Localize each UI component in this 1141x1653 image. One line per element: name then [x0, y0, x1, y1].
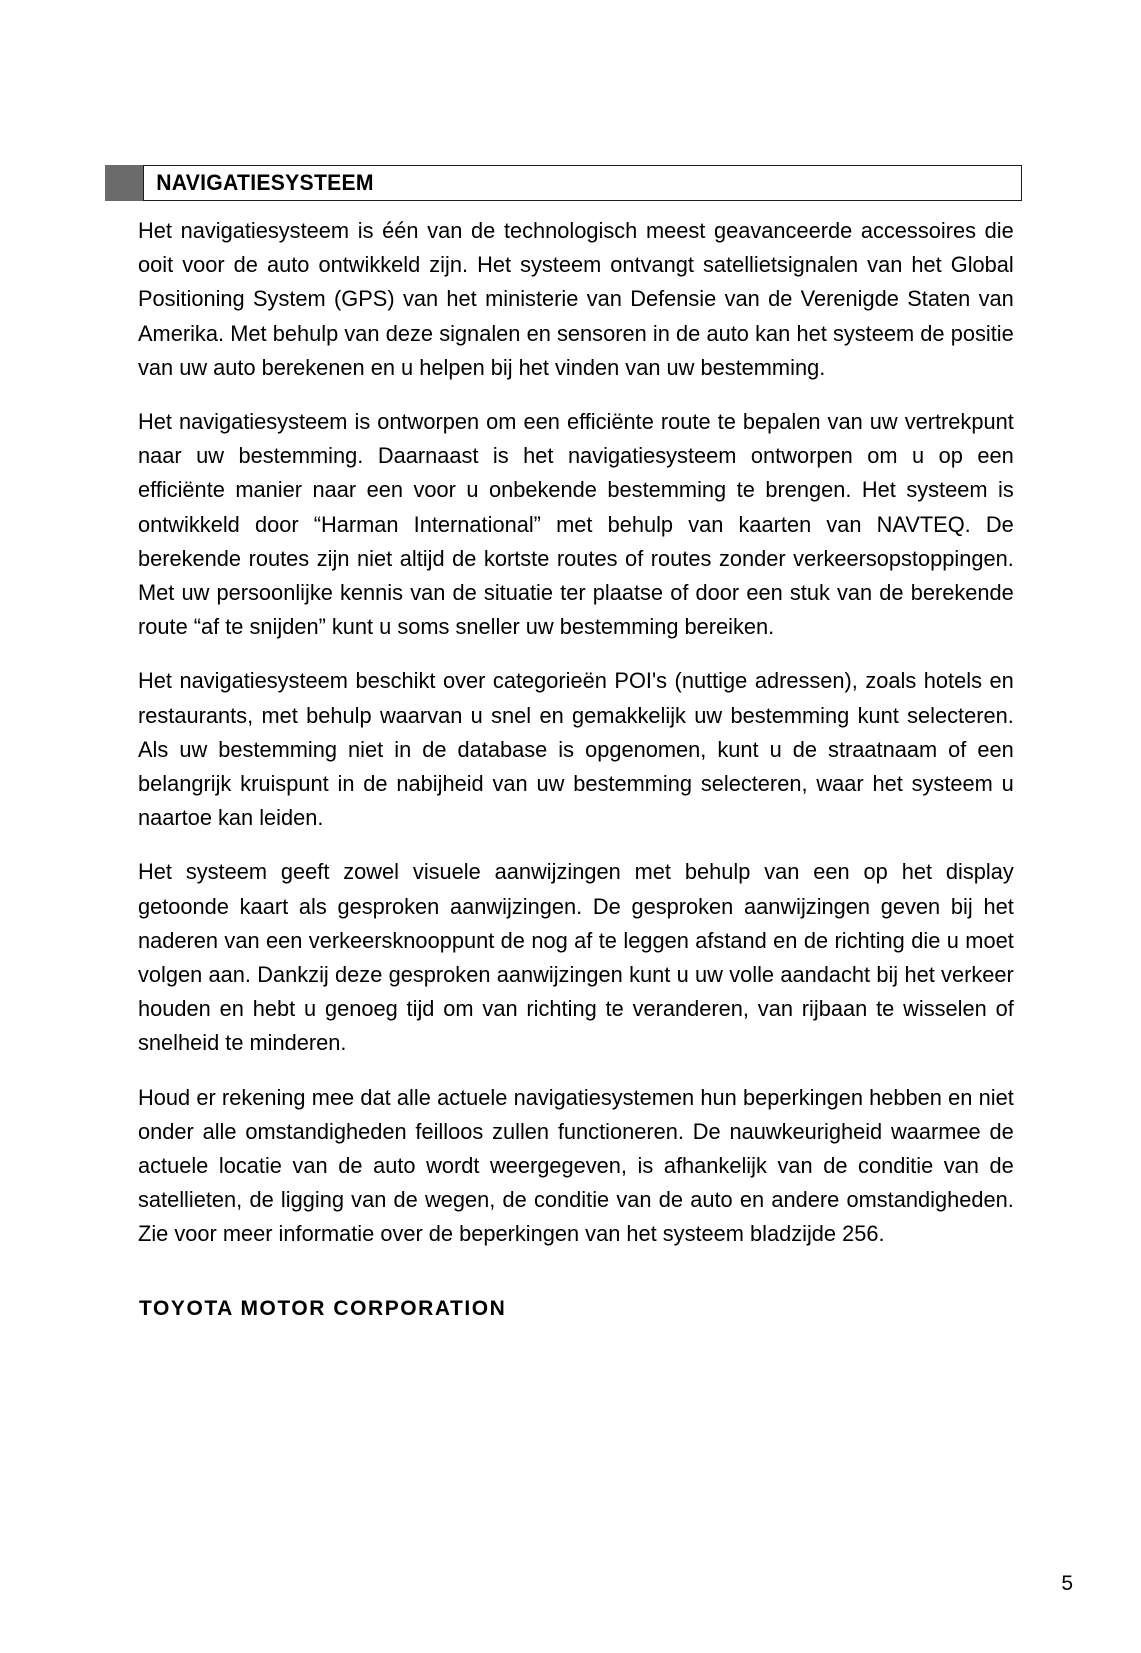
paragraph-1: Het navigatiesysteem is één van de technologisch meest geavanceerde accessoires die ooit voor de auto ontwikkeld zijn. Het systeem ontvangt satellietsignalen van het Global Positioning System (GPS) van het ministerie van Defensie van de Verenigde Staten van Amerika. Met behulp van deze signalen en sensoren in de auto kan het systeem de positie van uw auto berekenen en u helpen bij het vinden van uw bestemming. [138, 218, 1014, 380]
paragraph-2: Het navigatiesysteem is ontworpen om een efficiënte route te bepalen van uw vertrekpunt naar uw bestemming. Daarnaast is het navigatiesysteem ontworpen om u op een efficiënte manier naar een voor u onbekende bestemming te brengen. Het systeem is ontwikkeld door “Harman International” met behulp van kaarten van NAVTEQ. De berekende routes zijn niet altijd de kortste routes of routes zonder verkeersopstoppingen. Met uw persoonlijke kennis van de situatie ter plaatse of door een stuk van de berekende route “af te snijden” kunt u soms sneller uw bestemming bereiken. [138, 409, 1014, 640]
paragraph-5: Houd er rekening mee dat alle actuele navigatiesystemen hun beperkingen hebben en niet onder alle omstandigheden feilloos zullen functioneren. De nauwkeurigheid waarmee de actuele locatie van de auto wordt weergegeven, is afhankelijk van de conditie van de satellieten, de ligging van de wegen, de conditie van de auto en andere omstandigheden. Zie voor meer informatie over de beperkingen van het systeem bladzijde 256. [138, 1084, 1014, 1247]
section-header [105, 165, 1022, 201]
page-number: 5 [1061, 1572, 1073, 1595]
body-text-column [138, 214, 1014, 1252]
paragraph-4: Het systeem geeft zowel visuele aanwijzingen met behulp van een op het display getoonde kaart als gesproken aanwijzingen. De gesproken aanwijzingen geven bij het naderen van een verkeersknooppunt de nog af te leggen afstand en de richting die u moet volgen aan. Dankzij deze gesproken aanwijzingen kunt u uw volle aandacht bij het verkeer houden en hebt u genoeg tijd om van richting te veranderen, van rijbaan te wisselen of snelheid te minderen. [138, 859, 1014, 1056]
paragraph-3: Het navigatiesysteem beschikt over categorieën POI's (nuttige adressen), zoals hotels en restaurants, met behulp waarvan u snel en gemakkelijk uw bestemming kunt selecteren. Als uw bestemming niet in de database is opgenomen, kunt u de straatnaam of een belangrijk kruispunt in de nabijheid van uw bestemming selecteren, waar het systeem u naartoe kan leiden. [138, 668, 1014, 831]
section-header-swatch [105, 165, 143, 201]
corporation-name: TOYOTA MOTOR CORPORATION [139, 1297, 507, 1320]
page-title: NAVIGATIESYSTEEM [156, 169, 374, 195]
section-header-box [143, 165, 1022, 201]
